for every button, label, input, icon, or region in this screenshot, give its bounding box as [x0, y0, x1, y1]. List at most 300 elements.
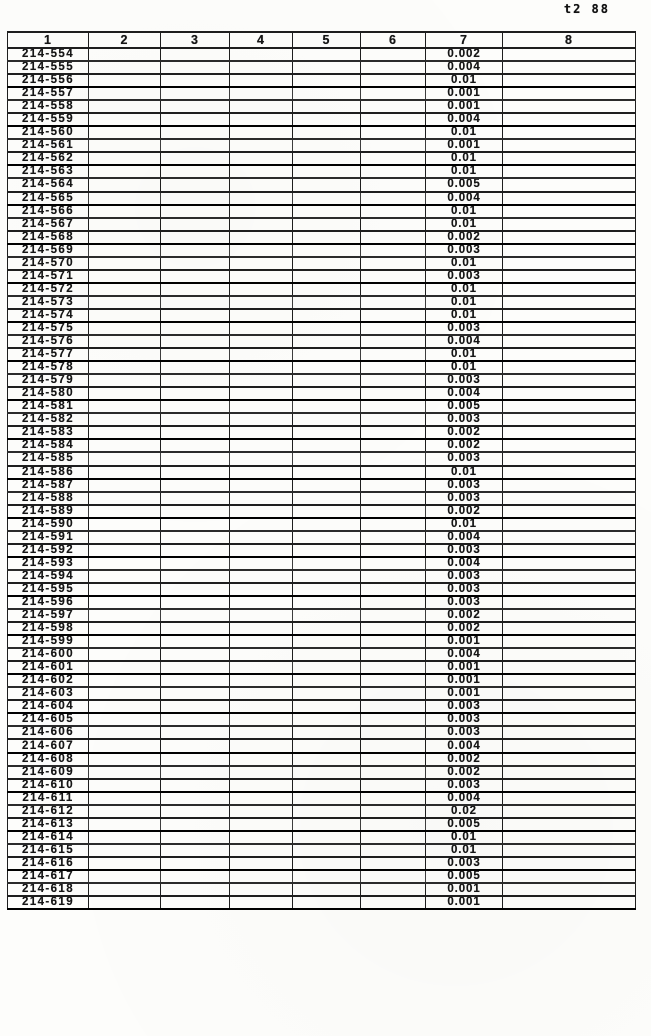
- table-row: [8, 218, 636, 231]
- column-header-7: 7: [426, 32, 503, 48]
- cell-empty: [293, 348, 361, 361]
- cell-empty: [161, 726, 230, 739]
- table-row: [8, 400, 636, 413]
- cell-empty: [293, 192, 361, 205]
- cell-row-id: 214-581: [8, 400, 89, 413]
- cell-empty: [293, 244, 361, 257]
- cell-value: 0.003: [426, 244, 503, 257]
- table-row: [8, 165, 636, 178]
- cell-empty: [503, 518, 636, 531]
- cell-row-id: 214-556: [8, 74, 89, 87]
- cell-empty: [161, 713, 230, 726]
- cell-empty: [361, 622, 426, 635]
- cell-value: 0.01: [426, 152, 503, 165]
- cell-empty: [361, 805, 426, 818]
- cell-empty: [503, 244, 636, 257]
- cell-empty: [230, 635, 293, 648]
- cell-row-id: 214-615: [8, 844, 89, 857]
- cell-row-id: 214-565: [8, 192, 89, 205]
- column-header-5: 5: [293, 32, 361, 48]
- table-row: [8, 374, 636, 387]
- cell-empty: [293, 674, 361, 687]
- cell-empty: [503, 622, 636, 635]
- cell-empty: [293, 283, 361, 296]
- cell-empty: [161, 857, 230, 870]
- cell-empty: [230, 492, 293, 505]
- cell-empty: [503, 844, 636, 857]
- cell-row-id: 214-602: [8, 674, 89, 687]
- cell-empty: [503, 165, 636, 178]
- cell-empty: [89, 361, 161, 374]
- cell-value: 0.003: [426, 452, 503, 465]
- cell-empty: [230, 413, 293, 426]
- cell-empty: [89, 648, 161, 661]
- cell-empty: [230, 648, 293, 661]
- cell-row-id: 214-603: [8, 687, 89, 700]
- cell-empty: [230, 283, 293, 296]
- cell-empty: [161, 687, 230, 700]
- cell-empty: [293, 713, 361, 726]
- cell-empty: [293, 779, 361, 792]
- cell-empty: [293, 387, 361, 400]
- cell-value: 0.003: [426, 857, 503, 870]
- cell-empty: [89, 544, 161, 557]
- cell-empty: [293, 805, 361, 818]
- cell-empty: [293, 492, 361, 505]
- cell-empty: [89, 870, 161, 883]
- cell-row-id: 214-606: [8, 726, 89, 739]
- cell-empty: [161, 387, 230, 400]
- cell-value: 0.01: [426, 218, 503, 231]
- cell-row-id: 214-557: [8, 87, 89, 100]
- cell-empty: [89, 674, 161, 687]
- cell-empty: [230, 779, 293, 792]
- cell-row-id: 214-607: [8, 739, 89, 752]
- cell-empty: [361, 609, 426, 622]
- cell-row-id: 214-576: [8, 335, 89, 348]
- cell-empty: [503, 870, 636, 883]
- cell-empty: [293, 739, 361, 752]
- cell-empty: [293, 635, 361, 648]
- table-row: [8, 766, 636, 779]
- table-row: [8, 152, 636, 165]
- cell-row-id: 214-608: [8, 753, 89, 766]
- cell-empty: [503, 139, 636, 152]
- cell-empty: [161, 518, 230, 531]
- cell-empty: [361, 322, 426, 335]
- cell-value: 0.003: [426, 726, 503, 739]
- cell-empty: [89, 257, 161, 270]
- cell-empty: [161, 335, 230, 348]
- cell-empty: [89, 74, 161, 87]
- cell-empty: [293, 374, 361, 387]
- cell-empty: [293, 609, 361, 622]
- cell-empty: [89, 518, 161, 531]
- cell-value: 0.003: [426, 570, 503, 583]
- cell-row-id: 214-570: [8, 257, 89, 270]
- data-table: [7, 31, 636, 910]
- cell-empty: [230, 192, 293, 205]
- cell-empty: [230, 296, 293, 309]
- cell-row-id: 214-610: [8, 779, 89, 792]
- cell-empty: [361, 896, 426, 909]
- cell-row-id: 214-571: [8, 270, 89, 283]
- cell-value: 0.004: [426, 531, 503, 544]
- cell-empty: [230, 309, 293, 322]
- table-row: [8, 492, 636, 505]
- cell-empty: [89, 322, 161, 335]
- cell-empty: [161, 557, 230, 570]
- cell-empty: [230, 622, 293, 635]
- cell-row-id: 214-611: [8, 792, 89, 805]
- cell-empty: [503, 87, 636, 100]
- cell-empty: [293, 309, 361, 322]
- table-row: [8, 648, 636, 661]
- cell-empty: [161, 466, 230, 479]
- cell-value: 0.01: [426, 518, 503, 531]
- cell-empty: [230, 870, 293, 883]
- cell-empty: [293, 87, 361, 100]
- cell-empty: [230, 596, 293, 609]
- cell-empty: [230, 244, 293, 257]
- table-row: [8, 713, 636, 726]
- cell-empty: [230, 844, 293, 857]
- cell-empty: [361, 361, 426, 374]
- cell-empty: [89, 192, 161, 205]
- cell-empty: [89, 348, 161, 361]
- cell-empty: [89, 152, 161, 165]
- cell-value: 0.005: [426, 178, 503, 191]
- cell-empty: [503, 413, 636, 426]
- cell-empty: [361, 231, 426, 244]
- cell-empty: [161, 635, 230, 648]
- cell-value: 0.001: [426, 687, 503, 700]
- column-header-3: 3: [161, 32, 230, 48]
- cell-empty: [161, 700, 230, 713]
- cell-empty: [361, 713, 426, 726]
- cell-empty: [89, 713, 161, 726]
- table-row: [8, 270, 636, 283]
- cell-empty: [89, 48, 161, 61]
- cell-empty: [361, 257, 426, 270]
- cell-empty: [503, 205, 636, 218]
- cell-empty: [89, 726, 161, 739]
- cell-empty: [230, 165, 293, 178]
- cell-value: 0.001: [426, 100, 503, 113]
- cell-empty: [361, 739, 426, 752]
- cell-empty: [89, 700, 161, 713]
- cell-value: 0.004: [426, 387, 503, 400]
- table-row: [8, 283, 636, 296]
- cell-empty: [230, 505, 293, 518]
- cell-empty: [230, 753, 293, 766]
- cell-empty: [503, 335, 636, 348]
- table-row: [8, 792, 636, 805]
- cell-empty: [161, 753, 230, 766]
- cell-row-id: 214-575: [8, 322, 89, 335]
- cell-empty: [89, 87, 161, 100]
- cell-empty: [503, 400, 636, 413]
- cell-row-id: 214-585: [8, 452, 89, 465]
- cell-empty: [230, 557, 293, 570]
- cell-empty: [293, 413, 361, 426]
- cell-row-id: 214-559: [8, 113, 89, 126]
- cell-empty: [161, 766, 230, 779]
- cell-empty: [89, 883, 161, 896]
- cell-empty: [361, 466, 426, 479]
- cell-empty: [161, 361, 230, 374]
- cell-empty: [161, 87, 230, 100]
- cell-empty: [230, 335, 293, 348]
- cell-empty: [230, 700, 293, 713]
- cell-empty: [230, 452, 293, 465]
- table-row: [8, 244, 636, 257]
- cell-empty: [503, 726, 636, 739]
- table-row: [8, 74, 636, 87]
- cell-empty: [161, 779, 230, 792]
- table-row: [8, 113, 636, 126]
- cell-empty: [230, 766, 293, 779]
- cell-empty: [361, 557, 426, 570]
- cell-row-id: 214-596: [8, 596, 89, 609]
- cell-empty: [230, 231, 293, 244]
- cell-empty: [503, 309, 636, 322]
- cell-value: 0.001: [426, 635, 503, 648]
- cell-empty: [161, 231, 230, 244]
- cell-empty: [361, 687, 426, 700]
- cell-empty: [89, 100, 161, 113]
- cell-row-id: 214-555: [8, 61, 89, 74]
- table-row: [8, 439, 636, 452]
- table-row: [8, 126, 636, 139]
- cell-empty: [503, 270, 636, 283]
- cell-empty: [503, 700, 636, 713]
- cell-row-id: 214-584: [8, 439, 89, 452]
- cell-empty: [230, 544, 293, 557]
- cell-value: 0.004: [426, 192, 503, 205]
- cell-empty: [161, 48, 230, 61]
- cell-empty: [161, 505, 230, 518]
- cell-empty: [230, 361, 293, 374]
- cell-empty: [361, 165, 426, 178]
- cell-value: 0.01: [426, 205, 503, 218]
- cell-value: 0.003: [426, 700, 503, 713]
- cell-empty: [89, 739, 161, 752]
- cell-empty: [230, 126, 293, 139]
- cell-value: 0.003: [426, 492, 503, 505]
- cell-empty: [230, 270, 293, 283]
- cell-empty: [503, 544, 636, 557]
- cell-empty: [361, 61, 426, 74]
- cell-empty: [293, 870, 361, 883]
- cell-row-id: 214-582: [8, 413, 89, 426]
- cell-row-id: 214-594: [8, 570, 89, 583]
- cell-empty: [161, 622, 230, 635]
- cell-value: 0.01: [426, 126, 503, 139]
- column-header-4: 4: [230, 32, 293, 48]
- cell-empty: [161, 296, 230, 309]
- cell-empty: [89, 387, 161, 400]
- cell-empty: [89, 374, 161, 387]
- cell-empty: [230, 48, 293, 61]
- table-row: [8, 635, 636, 648]
- cell-empty: [503, 661, 636, 674]
- cell-empty: [89, 557, 161, 570]
- cell-empty: [503, 152, 636, 165]
- cell-empty: [230, 218, 293, 231]
- cell-empty: [161, 674, 230, 687]
- cell-empty: [503, 322, 636, 335]
- cell-empty: [89, 426, 161, 439]
- cell-empty: [89, 779, 161, 792]
- cell-value: 0.001: [426, 139, 503, 152]
- cell-empty: [89, 439, 161, 452]
- cell-empty: [293, 48, 361, 61]
- cell-row-id: 214-593: [8, 557, 89, 570]
- cell-value: 0.002: [426, 753, 503, 766]
- cell-empty: [230, 609, 293, 622]
- cell-empty: [89, 205, 161, 218]
- cell-empty: [293, 505, 361, 518]
- cell-empty: [361, 883, 426, 896]
- cell-empty: [161, 413, 230, 426]
- table-row: [8, 178, 636, 191]
- cell-empty: [230, 792, 293, 805]
- cell-value: 0.002: [426, 426, 503, 439]
- cell-empty: [361, 387, 426, 400]
- cell-empty: [503, 779, 636, 792]
- cell-empty: [230, 374, 293, 387]
- cell-empty: [361, 844, 426, 857]
- cell-value: 0.004: [426, 739, 503, 752]
- cell-empty: [293, 857, 361, 870]
- cell-empty: [161, 648, 230, 661]
- cell-empty: [293, 74, 361, 87]
- table-row: [8, 883, 636, 896]
- cell-empty: [293, 218, 361, 231]
- cell-row-id: 214-613: [8, 818, 89, 831]
- table-row: [8, 192, 636, 205]
- table-row: [8, 231, 636, 244]
- cell-row-id: 214-589: [8, 505, 89, 518]
- cell-empty: [503, 113, 636, 126]
- cell-empty: [293, 792, 361, 805]
- table-row: [8, 544, 636, 557]
- cell-row-id: 214-598: [8, 622, 89, 635]
- cell-empty: [503, 831, 636, 844]
- cell-empty: [361, 818, 426, 831]
- cell-empty: [361, 48, 426, 61]
- cell-row-id: 214-569: [8, 244, 89, 257]
- cell-empty: [293, 818, 361, 831]
- cell-empty: [503, 452, 636, 465]
- cell-value: 0.01: [426, 466, 503, 479]
- table-row: [8, 426, 636, 439]
- cell-empty: [230, 570, 293, 583]
- cell-row-id: 214-588: [8, 492, 89, 505]
- cell-row-id: 214-567: [8, 218, 89, 231]
- table-row: [8, 700, 636, 713]
- cell-empty: [503, 178, 636, 191]
- cell-empty: [293, 452, 361, 465]
- cell-row-id: 214-573: [8, 296, 89, 309]
- cell-value: 0.01: [426, 348, 503, 361]
- cell-empty: [230, 348, 293, 361]
- cell-empty: [89, 165, 161, 178]
- cell-empty: [361, 126, 426, 139]
- cell-empty: [161, 596, 230, 609]
- cell-empty: [503, 609, 636, 622]
- cell-empty: [361, 583, 426, 596]
- cell-empty: [361, 87, 426, 100]
- cell-empty: [161, 439, 230, 452]
- cell-empty: [361, 426, 426, 439]
- header-row: [8, 32, 636, 48]
- table-row: [8, 726, 636, 739]
- cell-empty: [293, 844, 361, 857]
- cell-empty: [161, 870, 230, 883]
- cell-row-id: 214-597: [8, 609, 89, 622]
- cell-empty: [161, 570, 230, 583]
- cell-empty: [361, 452, 426, 465]
- cell-empty: [293, 296, 361, 309]
- cell-empty: [89, 570, 161, 583]
- cell-empty: [230, 687, 293, 700]
- cell-row-id: 214-563: [8, 165, 89, 178]
- cell-empty: [361, 870, 426, 883]
- cell-empty: [293, 726, 361, 739]
- table-row: [8, 205, 636, 218]
- cell-empty: [503, 361, 636, 374]
- cell-value: 0.01: [426, 296, 503, 309]
- cell-empty: [361, 309, 426, 322]
- cell-empty: [361, 570, 426, 583]
- cell-empty: [161, 74, 230, 87]
- cell-value: 0.001: [426, 896, 503, 909]
- table-row: [8, 583, 636, 596]
- cell-empty: [89, 126, 161, 139]
- cell-value: 0.001: [426, 661, 503, 674]
- cell-value: 0.004: [426, 113, 503, 126]
- cell-empty: [503, 687, 636, 700]
- cell-empty: [361, 335, 426, 348]
- cell-empty: [293, 335, 361, 348]
- cell-empty: [161, 113, 230, 126]
- cell-empty: [161, 544, 230, 557]
- table-row: [8, 739, 636, 752]
- cell-empty: [89, 792, 161, 805]
- cell-empty: [89, 492, 161, 505]
- table-row: [8, 518, 636, 531]
- cell-empty: [89, 687, 161, 700]
- cell-value: 0.003: [426, 413, 503, 426]
- cell-row-id: 214-614: [8, 831, 89, 844]
- cell-empty: [503, 713, 636, 726]
- cell-empty: [161, 309, 230, 322]
- cell-empty: [161, 348, 230, 361]
- cell-empty: [230, 739, 293, 752]
- cell-empty: [89, 596, 161, 609]
- table-row: [8, 570, 636, 583]
- cell-row-id: 214-564: [8, 178, 89, 191]
- cell-empty: [89, 583, 161, 596]
- table-row: [8, 674, 636, 687]
- cell-value: 0.01: [426, 74, 503, 87]
- cell-empty: [361, 674, 426, 687]
- cell-empty: [293, 361, 361, 374]
- cell-empty: [503, 635, 636, 648]
- cell-empty: [230, 257, 293, 270]
